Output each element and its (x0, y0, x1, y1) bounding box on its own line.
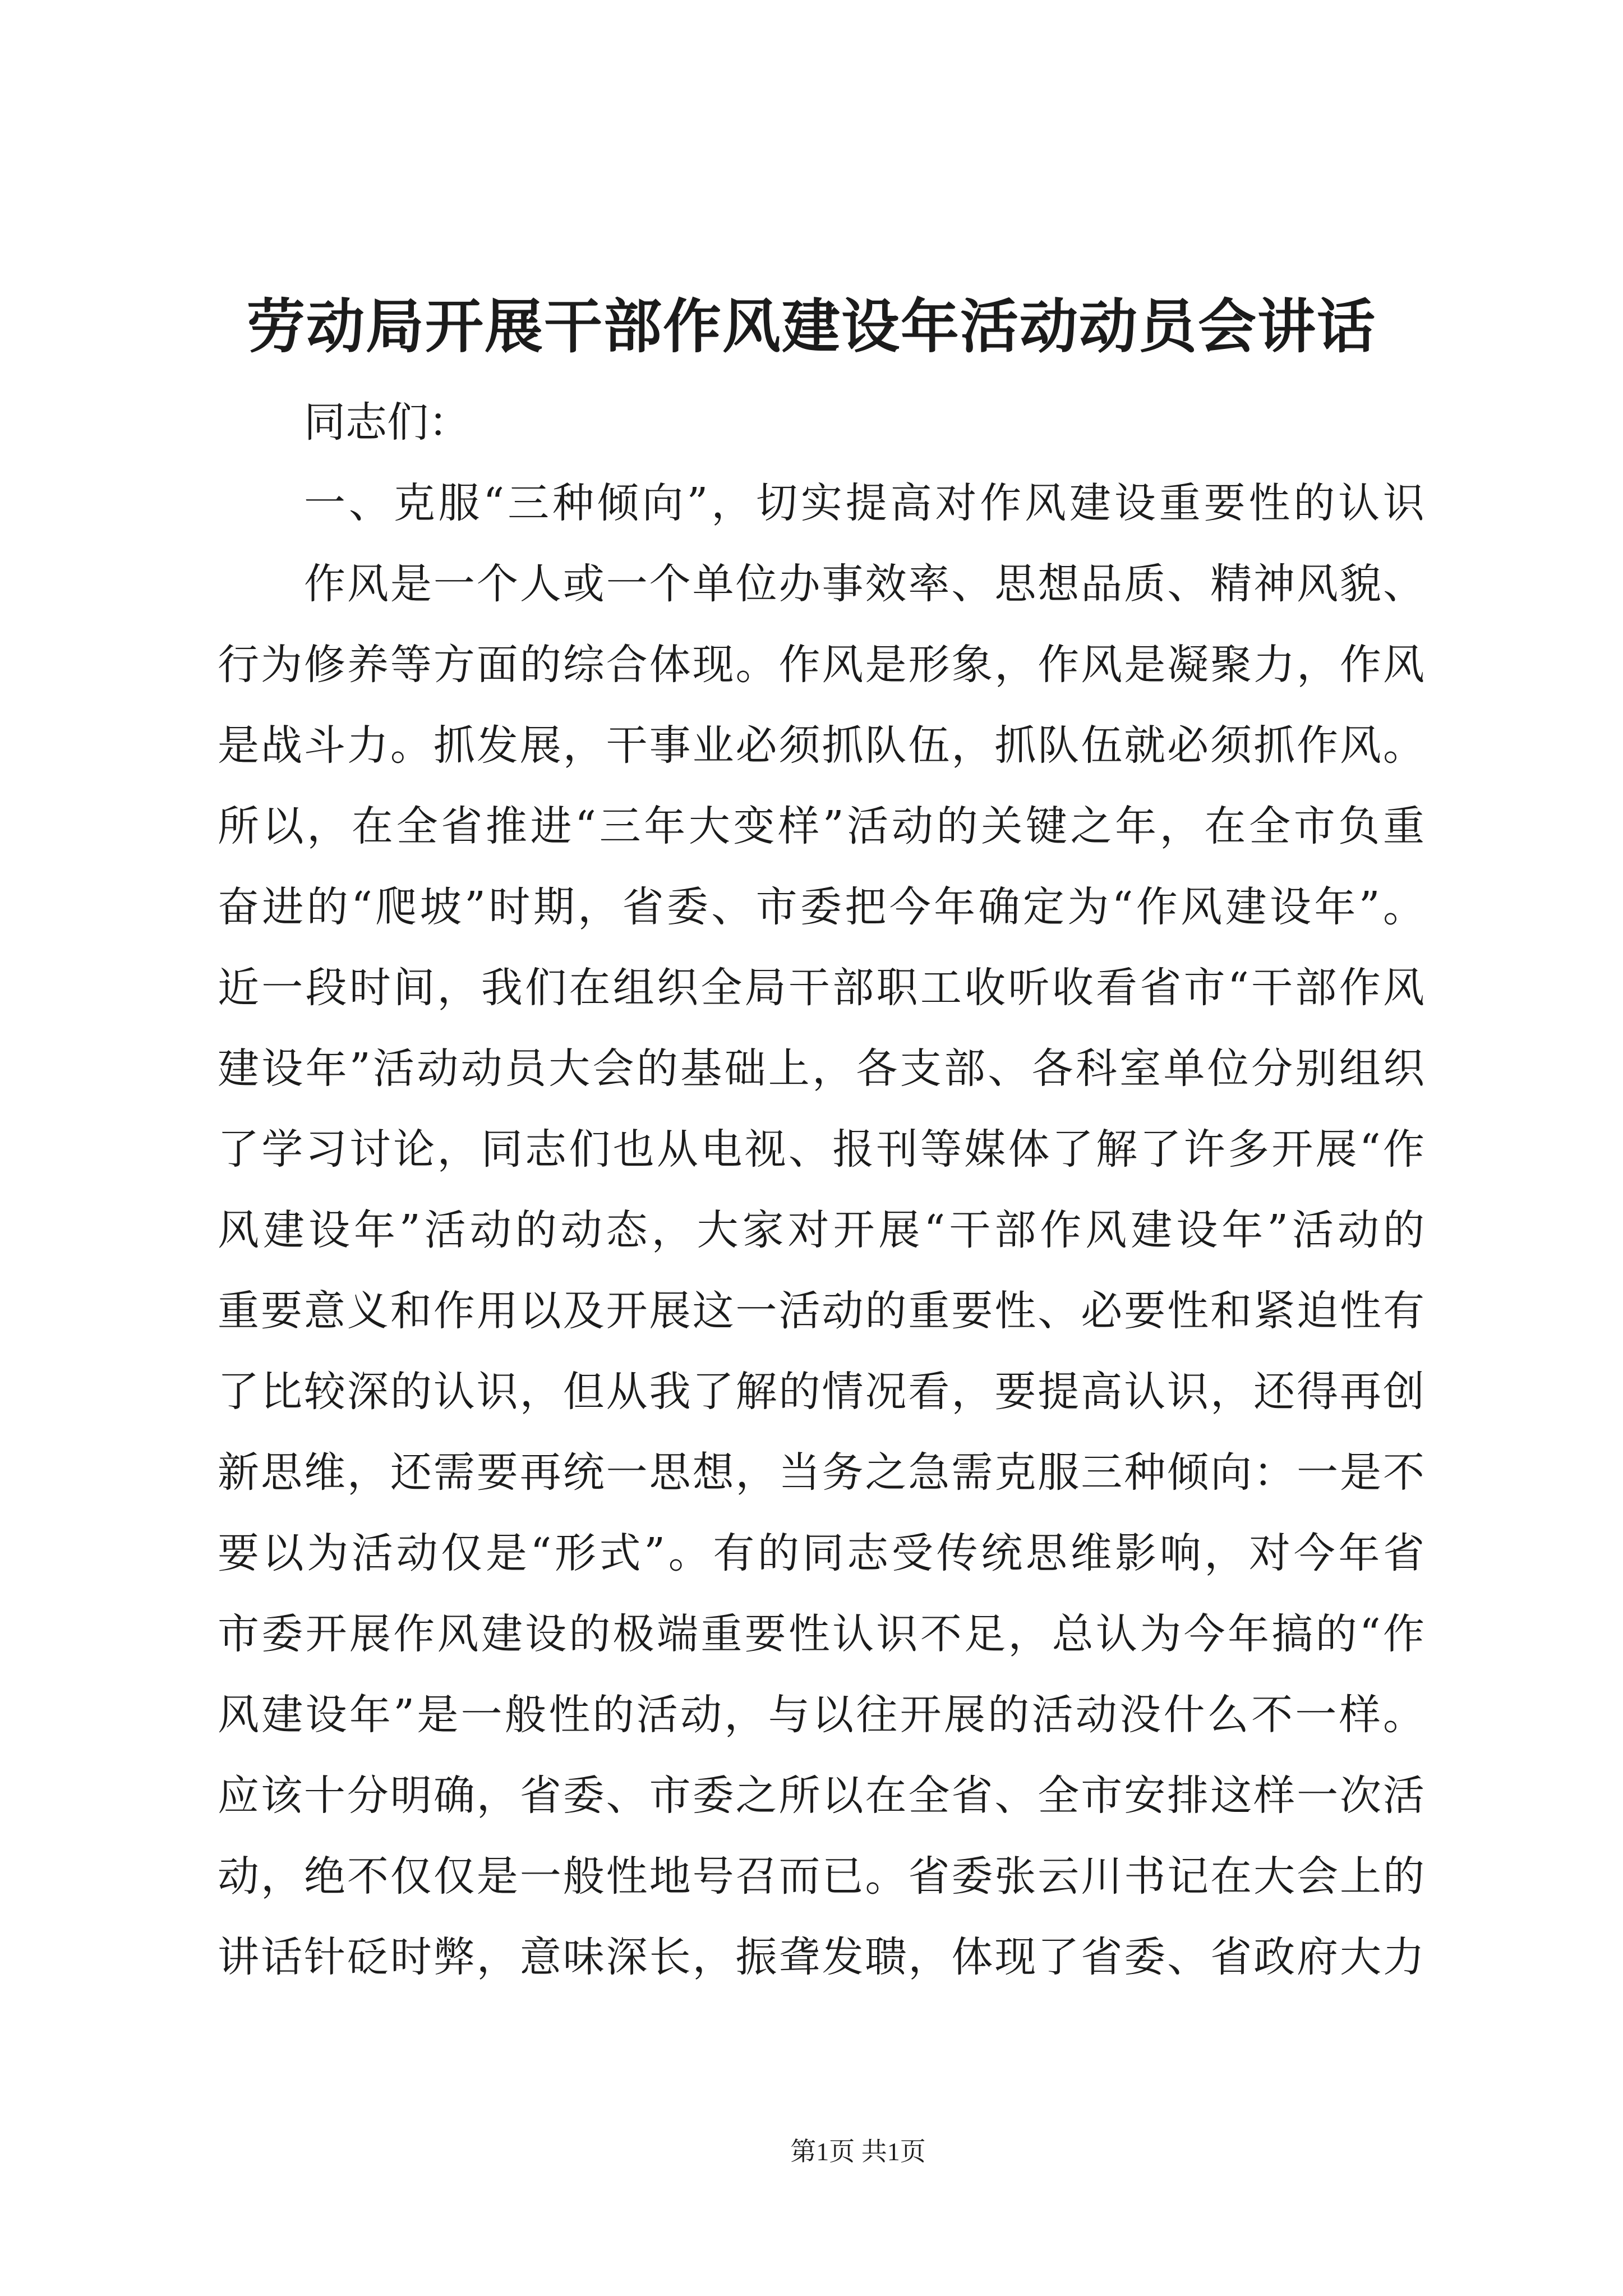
body-line: 市委开展作风建设的极端重要性认识不足，总认为今年搞的“作 (218, 1610, 1424, 1658)
body-line: 近一段时间，我们在组织全局干部职工收听收看省市“干部作风 (218, 964, 1424, 1012)
body-line: 建设年”活动动员大会的基础上，各支部、各科室单位分别组织 (218, 1045, 1424, 1093)
body-line: 作风是一个人或一个单位办事效率、思想品质、精神风貌、 (304, 560, 1424, 608)
body-line: 讲话针砭时弊，意味深长，振聋发聩，体现了省委、省政府大力 (218, 1933, 1424, 1981)
body-line: 要以为活动仅是“形式”。有的同志受传统思维影响，对今年省 (218, 1529, 1424, 1577)
body-line: 所以，在全省推进“三年大变样”活动的关键之年，在全市负重 (218, 802, 1424, 850)
body-line: 是战斗力。抓发展，干事业必须抓队伍，抓队伍就必须抓作风。 (218, 721, 1424, 770)
salutation: 同志们： (304, 398, 470, 447)
document-title: 劳动局开展干部作风建设年活动动员会讲话 (246, 292, 1376, 361)
body-line: 风建设年”是一般性的活动，与以往开展的活动没什么不一样。 (218, 1691, 1424, 1739)
section-heading: 一、克服“三种倾向”，切实提高对作风建设重要性的认识 (304, 479, 1424, 527)
body-line: 奋进的“爬坡”时期，省委、市委把今年确定为“作风建设年”。 (218, 883, 1424, 931)
body-line: 重要意义和作用以及开展这一活动的重要性、必要性和紧迫性有 (218, 1287, 1424, 1335)
body-line: 了比较深的认识，但从我了解的情况看，要提高认识，还得再创 (218, 1368, 1424, 1416)
body-line: 应该十分明确，省委、市委之所以在全省、全市安排这样一次活 (218, 1772, 1424, 1820)
body-line: 动，绝不仅仅是一般性地号召而已。省委张云川书记在大会上的 (218, 1852, 1424, 1901)
page-footer: 第1页 共1页 (790, 2137, 926, 2166)
document-body (218, 382, 1424, 1998)
body-line: 风建设年”活动的动态，大家对开展“干部作风建设年”活动的 (218, 1206, 1424, 1254)
body-line: 了学习讨论，同志们也从电视、报刊等媒体了解了许多开展“作 (218, 1125, 1424, 1174)
body-line: 新思维，还需要再统一思想，当务之急需克服三种倾向：一是不 (218, 1448, 1424, 1497)
body-line: 行为修养等方面的综合体现。作风是形象，作风是凝聚力，作风 (218, 641, 1424, 689)
